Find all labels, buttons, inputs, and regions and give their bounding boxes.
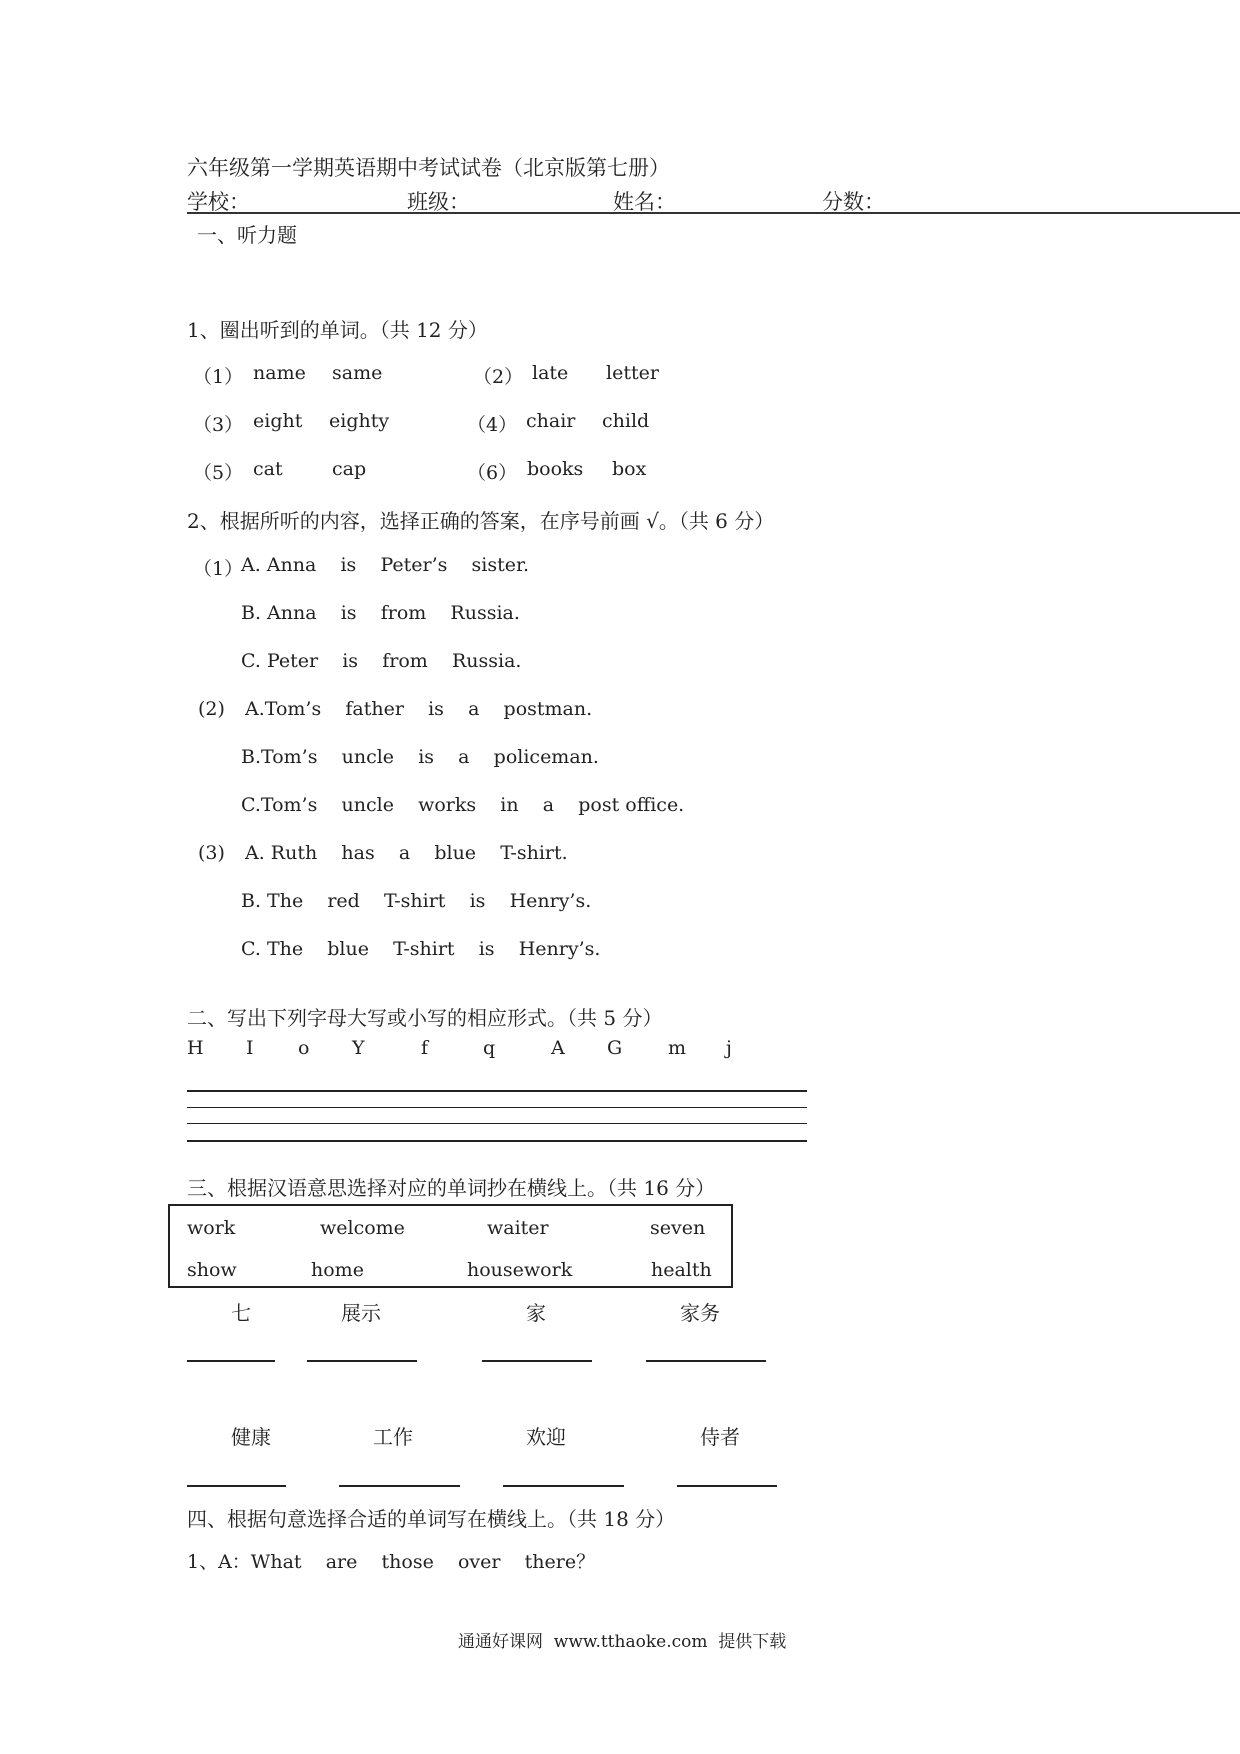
section-3-title: 三、根据汉语意思选择对应的单词抄在横线上。（共 16 分） <box>187 1176 716 1200</box>
footer-source: 通通好课网 www.tthaoke.com 提供下载 <box>458 1632 787 1652</box>
q2-option: A. Anna is Peter’s sister. <box>241 554 530 576</box>
score-field-label: 分数： <box>822 190 885 214</box>
writing-line <box>187 1140 807 1142</box>
answer-blank[interactable] <box>503 1485 624 1487</box>
writing-line <box>187 1090 807 1092</box>
page-title: 六年级第一学期英语期中考试试卷（北京版第七册） <box>187 156 670 180</box>
section-4-title: 四、根据句意选择合适的单词写在横线上。（共 18 分） <box>187 1507 676 1531</box>
letter: f <box>421 1037 429 1059</box>
meaning-label: 欢迎 <box>526 1425 566 1449</box>
letter: H <box>187 1037 204 1059</box>
answer-blank[interactable] <box>339 1485 460 1487</box>
q2-option: B. Anna is from Russia. <box>241 602 520 624</box>
answer-blank[interactable] <box>677 1485 777 1487</box>
name-field-label: 姓名： <box>613 190 676 214</box>
q1-word: name <box>253 362 306 384</box>
q1-word: eight <box>253 410 303 432</box>
meaning-label: 展示 <box>341 1301 381 1325</box>
word-bank-word: home <box>311 1259 364 1281</box>
q1-word: child <box>602 410 650 432</box>
q1-word: chair <box>526 410 576 432</box>
word-bank-box <box>168 1204 733 1288</box>
meaning-label: 健康 <box>231 1425 271 1449</box>
q2-option: A. Ruth has a blue T-shirt. <box>245 842 568 864</box>
answer-blank[interactable] <box>187 1485 286 1487</box>
q1-word: late <box>532 362 569 384</box>
word-bank-word: housework <box>467 1259 573 1281</box>
meaning-label: 家 <box>526 1301 546 1325</box>
q2-option: C. Peter is from Russia. <box>241 650 522 672</box>
section-4-question: 1、A：What are those over there？ <box>187 1551 596 1573</box>
class-field-label: 班级： <box>407 190 470 214</box>
q2-option: B.Tom’s uncle is a policeman. <box>241 746 599 768</box>
q2-option: A.Tom’s father is a postman. <box>245 698 593 720</box>
q1-item-number: （4） <box>467 414 518 436</box>
q1-word: letter <box>606 362 659 384</box>
writing-line <box>187 1107 807 1108</box>
meaning-label: 七 <box>231 1301 251 1325</box>
word-bank-word: show <box>187 1259 237 1281</box>
word-bank-word: waiter <box>487 1217 549 1239</box>
q1-word: cat <box>253 458 283 480</box>
word-bank-word: work <box>187 1217 236 1239</box>
answer-blank[interactable] <box>646 1360 766 1362</box>
word-bank-word: health <box>651 1259 712 1281</box>
q1-word: cap <box>332 458 367 480</box>
meaning-label: 侍者 <box>700 1425 740 1449</box>
q2-option: C. The blue T-shirt is Henry’s. <box>241 938 601 960</box>
letter: o <box>298 1037 310 1059</box>
header-underline <box>187 212 1240 214</box>
meaning-label: 家务 <box>680 1301 720 1325</box>
letter: j <box>726 1037 732 1059</box>
letter: Y <box>352 1037 365 1059</box>
q2-group-number: (2) <box>198 698 225 720</box>
q1-item-number: （6） <box>467 462 518 484</box>
q2-prompt: 2、根据所听的内容，选择正确的答案，在序号前画 √。（共 6 分） <box>187 509 775 533</box>
writing-line <box>187 1123 807 1124</box>
q2-option: B. The red T-shirt is Henry’s. <box>241 890 592 912</box>
school-field-label: 学校： <box>187 190 250 214</box>
letter: m <box>668 1037 687 1059</box>
answer-blank[interactable] <box>187 1360 275 1362</box>
q1-word: same <box>332 362 383 384</box>
q1-word: books <box>527 458 584 480</box>
q1-item-number: （2） <box>473 366 524 388</box>
section-1-title: 一、听力题 <box>197 223 297 247</box>
q1-item-number: （1） <box>193 366 244 388</box>
word-bank-word: welcome <box>320 1217 405 1239</box>
q2-group-number: （1） <box>193 558 244 580</box>
section-2-title: 二、写出下列字母大写或小写的相应形式。（共 5 分） <box>187 1006 663 1030</box>
meaning-label: 工作 <box>373 1425 413 1449</box>
q1-word: eighty <box>329 410 390 432</box>
q1-item-number: （5） <box>193 462 244 484</box>
answer-blank[interactable] <box>307 1360 417 1362</box>
q1-prompt: 1、圈出听到的单词。（共 12 分） <box>187 318 488 342</box>
q2-option: C.Tom’s uncle works in a post office. <box>241 794 685 816</box>
q1-word: box <box>612 458 647 480</box>
q1-item-number: （3） <box>193 414 244 436</box>
word-bank-word: seven <box>650 1217 706 1239</box>
letter: I <box>246 1037 254 1059</box>
letter: q <box>483 1037 496 1059</box>
q2-group-number: (3) <box>198 842 225 864</box>
letter: G <box>607 1037 623 1059</box>
letter: A <box>551 1037 565 1059</box>
answer-blank[interactable] <box>482 1360 592 1362</box>
